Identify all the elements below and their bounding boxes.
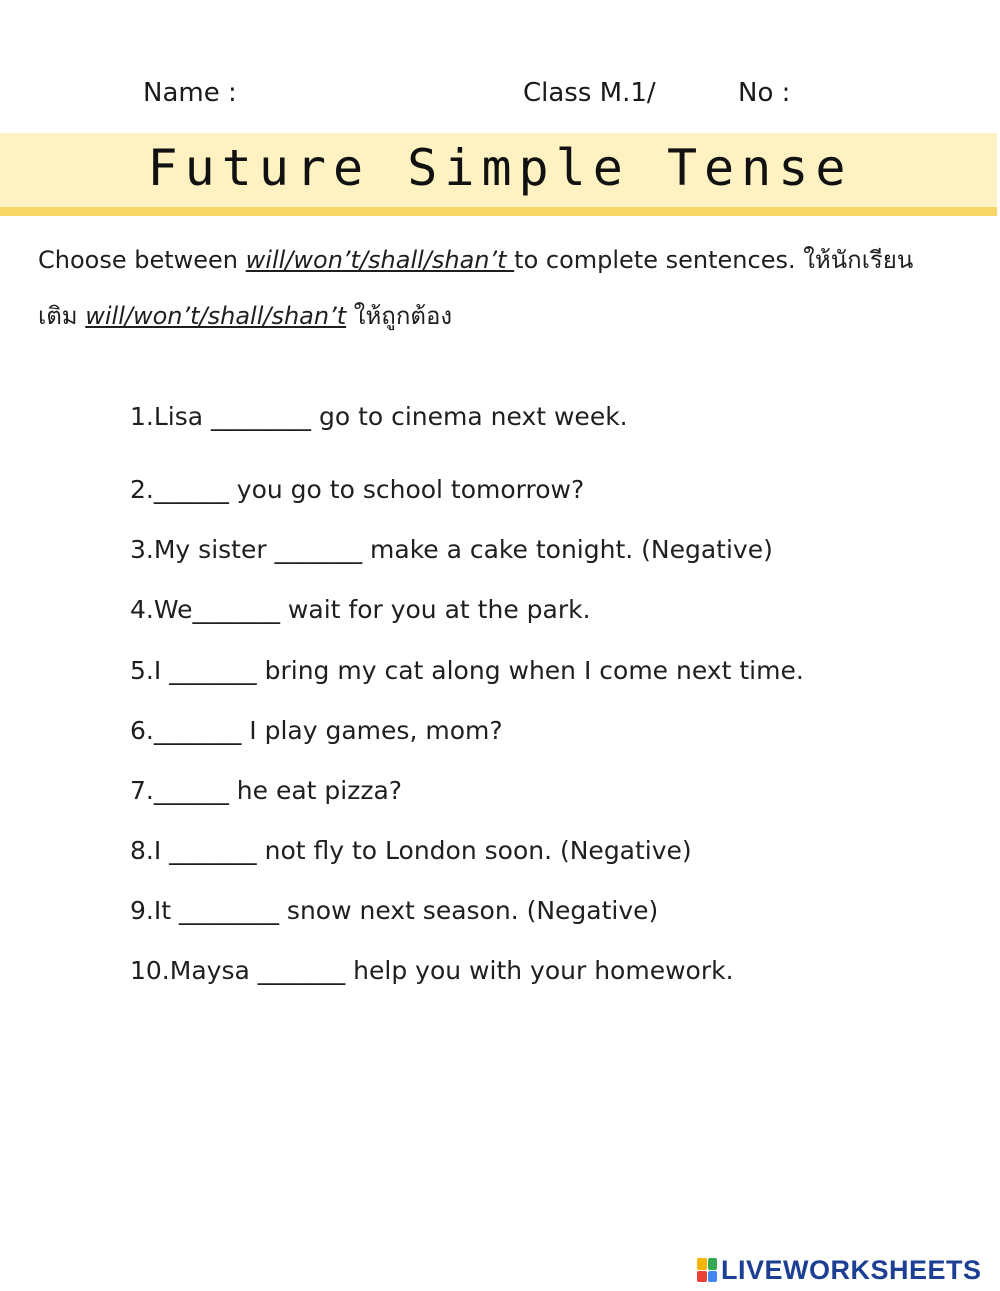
question-1: 1.Lisa ________ go to cinema next week.: [130, 402, 628, 431]
class-label: Class M.1/: [523, 78, 656, 108]
logo-square-3: [697, 1271, 707, 1283]
instruction-choices-2: will/won’t/shall/shan’t: [85, 302, 347, 330]
logo-text: LIVEWORKSHEETS: [721, 1254, 982, 1285]
question-10: 10.Maysa _______ help you with your homework.: [130, 956, 734, 985]
question-3: 3.My sister _______ make a cake tonight. (Negative): [130, 535, 773, 564]
liveworksheets-logo[interactable]: [697, 1255, 982, 1285]
logo-square-2: [708, 1258, 718, 1270]
instruction-suffix: to complete sentences. ให้นักเรียน: [514, 246, 914, 274]
question-9: 9.It ________ snow next season. (Negative): [130, 896, 659, 925]
title-banner-underline: [0, 207, 997, 216]
page-title: Future Simple Tense: [147, 139, 853, 197]
liveworksheets-logo-icon: [697, 1258, 717, 1282]
instruction-line-2: [38, 296, 452, 335]
question-7: 7.______ he eat pizza?: [130, 776, 403, 805]
number-label: No :: [738, 78, 791, 108]
instruction-thai-suffix: ให้ถูกต้อง: [346, 302, 453, 330]
question-8: 8.I _______ not fly to London soon. (Negative): [130, 836, 692, 865]
question-2: 2.______ you go to school tomorrow?: [130, 475, 585, 504]
name-label: Name :: [143, 78, 237, 108]
logo-square-4: [708, 1271, 718, 1283]
instruction-thai-prefix: เติม: [38, 302, 86, 330]
instruction-choices: will/won’t/shall/shan’t: [245, 246, 515, 274]
instruction-prefix: Choose between: [38, 246, 246, 274]
question-5: 5.I _______ bring my cat along when I come next time.: [130, 656, 804, 685]
logo-square-1: [697, 1258, 707, 1270]
instruction-line-1: [38, 240, 913, 279]
question-4: 4.We_______ wait for you at the park.: [130, 595, 591, 624]
question-6: 6._______ I play games, mom?: [130, 716, 503, 745]
